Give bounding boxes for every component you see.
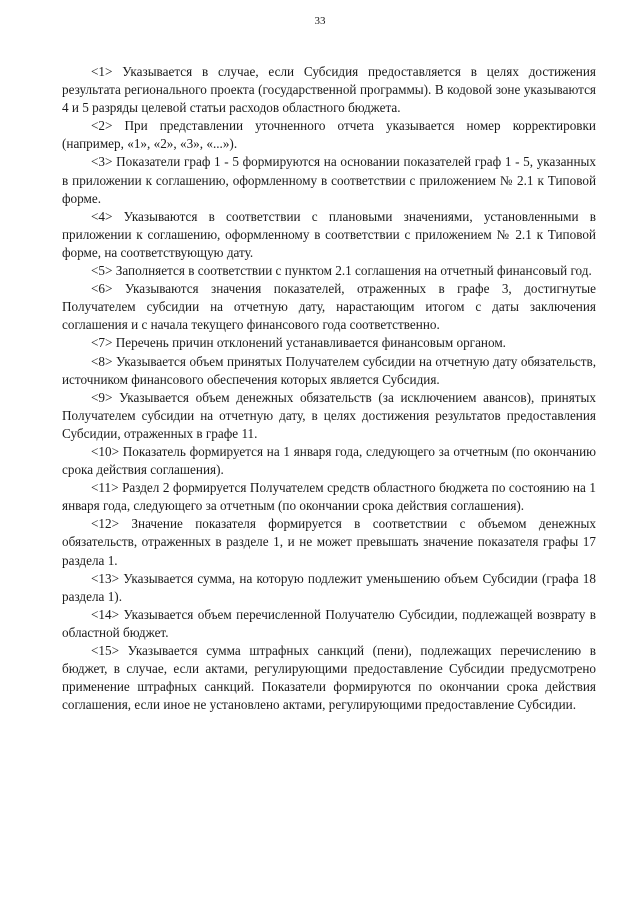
footnote-12: <12> Значение показателя формируется в соответствии с объемом денежных обязательств, отраженных в разделе 1, и не может превышать значение показателя графы 17 раздела 1.: [62, 516, 596, 568]
footnotes: [62, 63, 596, 714]
footnote-7: <7> Перечень причин отклонений устанавливается финансовым органом.: [91, 335, 506, 351]
footnote-9: <9> Указывается объем денежных обязательств (за исключением авансов), принятых Получателем субсидии на отчетную дату, в целях достижения результатов предоставления Субсидии, отраженных в графе 11.: [62, 389, 596, 441]
footnote-14: <14> Указывается объем перечисленной Получателю Субсидии, подлежащей возврату в областной бюджет.: [62, 606, 596, 640]
footnote-3: <3> Показатели граф 1 - 5 формируются на основании показателей граф 1 - 5, указанных в приложении к соглашению, оформленному в соответствии с приложением № 2.1 к Типовой форме.: [62, 154, 596, 206]
footnote-1: <1> Указывается в случае, если Субсидия предоставляется в целях достижения результата регионального проекта (государственной программы). В кодовой зоне указываются 4 и 5 разряды целевой статьи расходов областного бюджета.: [62, 64, 596, 116]
page-number: 33: [314, 15, 326, 27]
footnote-8: <8> Указывается объем принятых Получателем субсидии на отчетную дату обязательств, источником финансового обеспечения которых является Субсидия.: [62, 353, 596, 387]
footnote-4: <4> Указываются в соответствии с плановыми значениями, установленными в приложении к соглашению, оформленному в соответствии с приложением № 2.1 к Типовой форме, на соответствующую дату.: [62, 208, 596, 260]
footnote-11: <11> Раздел 2 формируется Получателем средств областного бюджета по состоянию на 1 января года, следующего за отчетным (по окончании срока действия соглашения).: [62, 480, 596, 514]
footnote-2: <2> При представлении уточненного отчета указывается номер корректировки (например, «1», «2», «3», «...»).: [62, 118, 596, 152]
footnote-13: <13> Указывается сумма, на которую подлежит уменьшению объем Субсидии (графа 18 раздела 1).: [62, 570, 596, 604]
footnote-5: <5> Заполняется в соответствии с пунктом 2.1 соглашения на отчетный финансовый год.: [91, 263, 592, 279]
footnote-10: <10> Показатель формируется на 1 января года, следующего за отчетным (по окончанию срока действия соглашения).: [62, 443, 596, 478]
footnote-15: <15> Указывается сумма штрафных санкций (пени), подлежащих перечислению в бюджет, в случае, если актами, регулирующими предоставление Субсидии предусмотрено применение штрафных санкций. Показатели формируются по окончании срока действия соглашения, если иное не установлено актами, регулирующими предоставление Субсидии.: [62, 643, 596, 713]
footnote-6: <6> Указываются значения показателей, отраженных в графе 3, достигнутые Получателем субсидии на отчетную дату, нарастающим итогом с даты заключения соглашения и с начала текущего финансового года соответственно.: [62, 281, 596, 333]
